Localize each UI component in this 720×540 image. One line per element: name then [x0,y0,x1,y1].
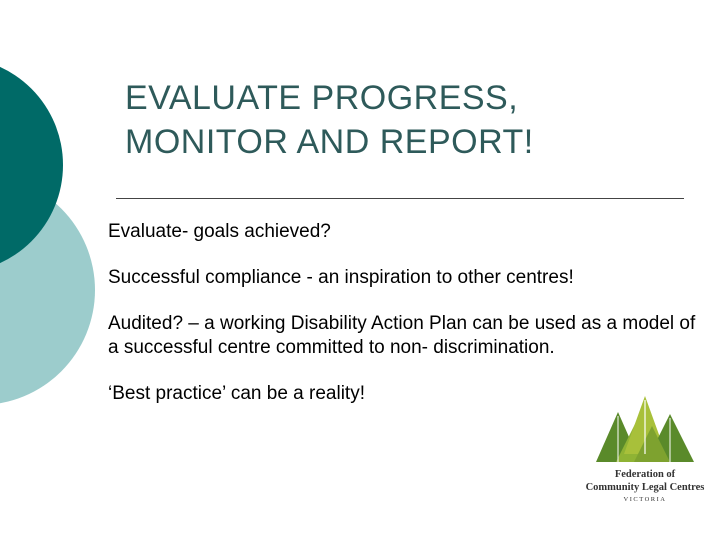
title-divider [116,198,684,199]
logo-wordmark [580,468,710,505]
paragraph-audited: Audited? – a working Disability Action Plan can be used as a model of a successful centre committed to non- discrimination. [108,313,696,358]
fclc-logo [580,390,710,530]
paragraph-compliance: Successful compliance - an inspiration to other centres! [108,267,574,288]
title-line-2: MONITOR AND REPORT! [125,123,534,161]
logo-line-1: Federation of [614,469,676,480]
paragraph-evaluate: Evaluate- goals achieved? [108,221,331,242]
slide-title [125,76,534,164]
title-line-1: EVALUATE PROGRESS, [125,79,519,117]
logo-line-3: VICTORIA [623,496,667,503]
logo-line-2: Community Legal Centres [585,482,705,493]
paragraph-best-practice: ‘Best practice’ can be a reality! [108,383,365,404]
tree-mountains-icon [580,390,710,465]
